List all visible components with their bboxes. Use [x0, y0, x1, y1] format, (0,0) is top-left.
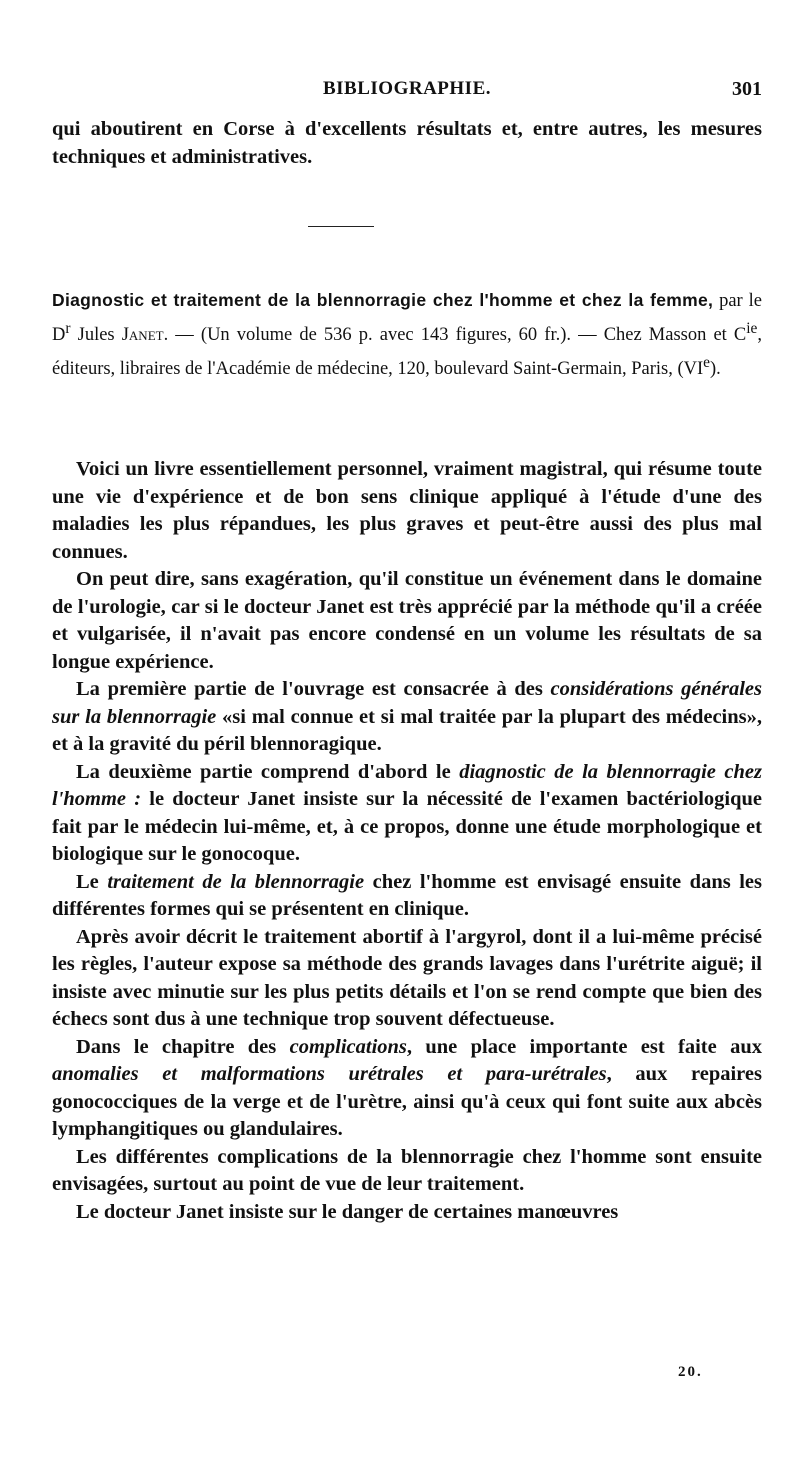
- p7-text-a: Dans le chapitre des: [76, 1035, 290, 1058]
- review-heading: [52, 286, 762, 383]
- p4-text-a: La deuxième partie comprend d'abord le: [76, 760, 460, 783]
- p3-text-b: «si mal connue et si mal traitée par la plupart des médecins», et à la gravité du péril blennoragique.: [52, 705, 763, 755]
- p3-text-a: La première partie de l'ouvrage est consacrée à des: [76, 678, 551, 700]
- paragraph-5: [52, 869, 762, 924]
- running-head: BIBLIOGRAPHIE.: [322, 78, 491, 99]
- intro-text: qui aboutirent en Corse à d'excellents résultats et, entre autres, les mesures techniques et administratives.: [52, 118, 762, 168]
- p5-text-b: chez l'homme est envisagé ensuite dans les différentes formes qui se présentent en clinique.: [52, 870, 762, 920]
- page-number: 301: [732, 78, 762, 100]
- paragraph-7: [52, 1034, 762, 1144]
- author-first: Jules: [70, 325, 122, 346]
- paragraph-1: Voici un livre essentiellement personnel, vraiment magistral, qui résume toute une vie d'expérience et de bon sens clinique appliqué à l'étude d'une des maladies les plus répandues, les plus graves et peut-être aussi des plus mal connues.: [52, 458, 762, 563]
- review-body: [52, 456, 762, 1226]
- author-last: Janet: [121, 325, 164, 346]
- p7-emphasis-1: complications: [289, 1035, 407, 1058]
- byline-sup: r: [65, 320, 71, 337]
- page-header: [52, 78, 762, 108]
- p3-emphasis: considérations générales sur la blennorragie: [52, 678, 762, 728]
- publisher-sup: ie: [746, 320, 758, 337]
- intro-paragraph: [52, 116, 762, 171]
- review-details-2: , éditeurs, libraires de l'Académie de médecine, 120, boulevard Saint-Germain, Paris, (VI: [52, 325, 763, 380]
- paragraph-8: Les différentes complications de la blennorragie chez l'homme sont ensuite envisagées, surtout au point de vue de leur traitement.: [52, 1145, 762, 1195]
- review-details-end: ).: [709, 359, 721, 380]
- p7-emphasis-2: anomalies et malformations urétrales et para-urétrales: [52, 1063, 607, 1085]
- p4-text-b: le docteur Janet insiste sur la nécessité de l'examen bactériologique fait par le médecin lui-même, et, à ce propos, donne une étude morphologique et biologique sur le gonocoque.: [52, 788, 763, 865]
- paragraph-9: Le docteur Janet insiste sur le danger de certaines manœuvres: [76, 1200, 619, 1223]
- p5-emphasis: traitement de la blennorragie: [107, 870, 365, 893]
- p4-emphasis: diagnostic de la blennorragie chez l'homme :: [52, 760, 762, 810]
- p7-text-b: , une place importante est faite aux: [406, 1035, 762, 1058]
- paragraph-3: [52, 676, 762, 759]
- p5-text-a: Le: [76, 870, 108, 893]
- paragraph-2: On peut dire, sans exagération, qu'il constitue un événement dans le domaine de l'urologie, car si le docteur Janet est très apprécié par la méthode qu'il a créée et vulgarisée, il n'avait pas encore condensé en un volume les résultats de sa longue expérience.: [52, 568, 762, 673]
- review-details: . — (Un volume de 536 p. avec 143 figures, 60 fr.). — Chez Masson et C: [163, 325, 747, 346]
- signature-mark: 20.: [678, 1364, 703, 1380]
- section-divider: [308, 226, 374, 227]
- byline-prefix: par le D: [52, 291, 762, 346]
- review-title: Diagnostic et traitement de la blennorragie chez l'homme et chez la femme,: [52, 290, 714, 310]
- paragraph-4: [52, 759, 762, 869]
- paragraph-6: Après avoir décrit le traitement abortif à l'argyrol, dont il a lui-même précisé les règles, l'auteur expose sa méthode des grands lavages dans l'urétrite aiguë; il insiste avec minutie sur les plus petits détails et l'on se rend compte que bien des échecs sont dus à une technique trop souvent défectueuse.: [52, 925, 762, 1030]
- arr-sup: e: [703, 354, 710, 372]
- p7-text-c: , aux repaires gonococciques de la verge et de l'urètre, ainsi qu'à ceux qui font suite aux abcès lymphangitiques ou glandulaires.: [52, 1063, 762, 1140]
